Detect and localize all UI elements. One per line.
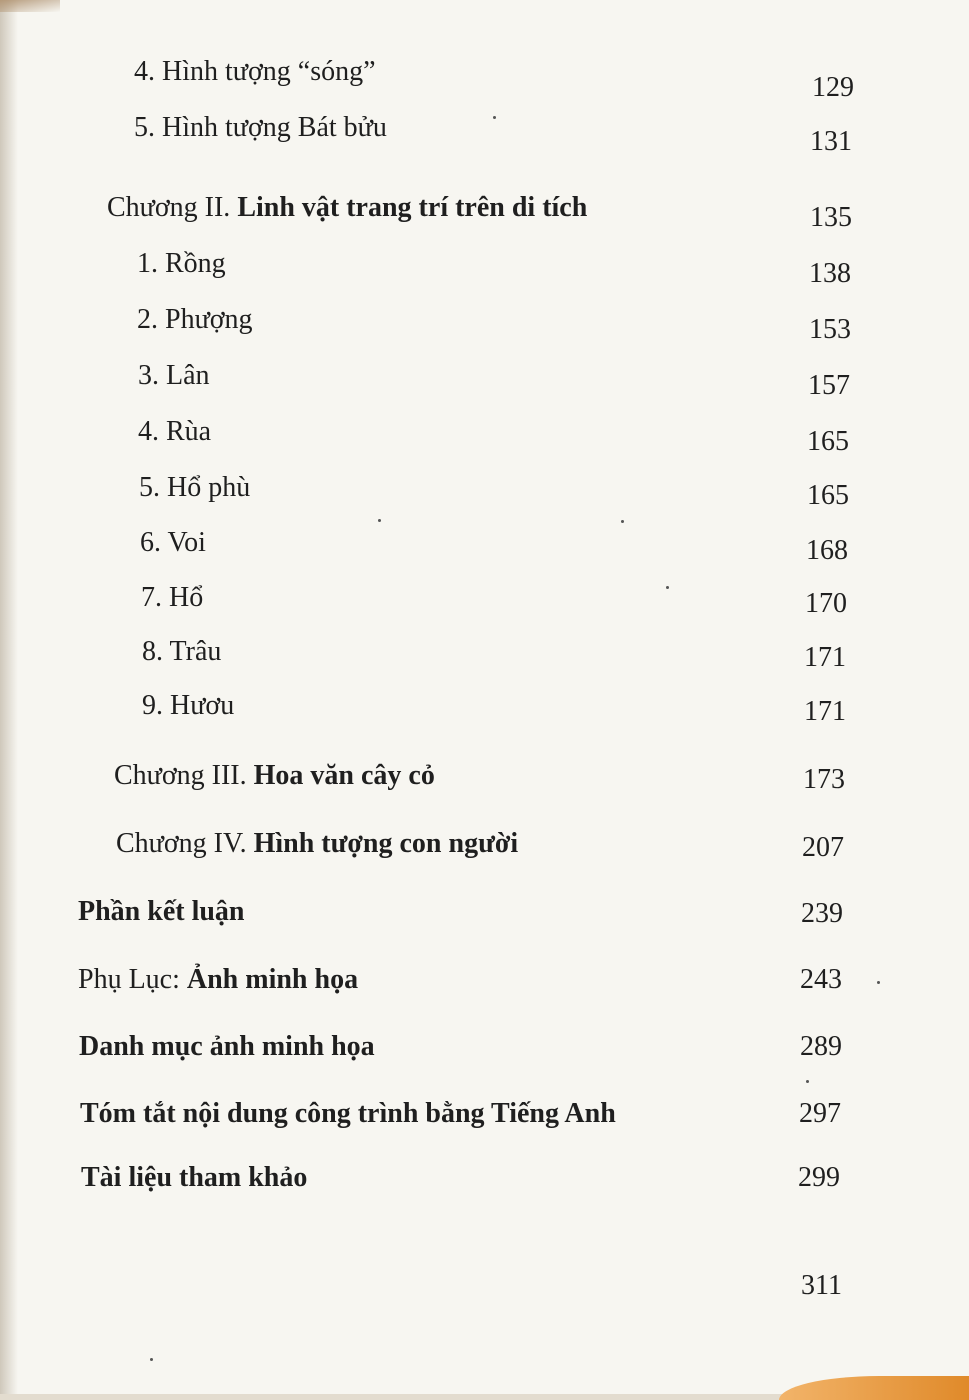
- chapter-prefix: Chương IV.: [116, 828, 254, 859]
- toc-entry-label: [78, 960, 358, 1000]
- toc-entry-label: 1. Rồng: [137, 248, 226, 279]
- toc-entry-page: 299: [798, 1162, 840, 1193]
- chapter-prefix: Chương II.: [107, 192, 238, 223]
- chapter-title: Hình tượng con người: [253, 828, 519, 859]
- toc-entry-ho-phu: [0, 468, 969, 511]
- toc-entry-ho: [0, 578, 969, 618]
- toc-entry-phan-ket-luan: [0, 892, 969, 932]
- toc-entry-label: [107, 188, 587, 228]
- chapter-title: Linh vật trang trí trên di tích: [237, 192, 588, 223]
- toc-entry-page: 165: [807, 480, 849, 511]
- toc-entry-label: Tài liệu tham khảo: [81, 1162, 308, 1193]
- toc-entry-label: [116, 824, 518, 864]
- toc-entry-tom-tat: [0, 1094, 969, 1134]
- toc-entry-voi: [0, 523, 969, 566]
- toc-entry-trau: [0, 632, 969, 672]
- toc-entry-label: 3. Lân: [138, 360, 210, 391]
- toc-entry-page: 168: [806, 535, 848, 566]
- toc-entry-danh-muc-anh: [0, 1027, 969, 1067]
- toc-entry-rua: [0, 412, 969, 457]
- toc-entry-label: 4. Rùa: [138, 416, 212, 447]
- print-speck: [378, 519, 381, 522]
- toc-entry-label: 5. Hổ phù: [139, 472, 251, 503]
- toc-entry-page: 153: [809, 314, 851, 345]
- toc-entry-page: 239: [801, 898, 843, 929]
- toc-entry-page: 138: [809, 258, 851, 289]
- toc-entry-chuong-3: [0, 756, 969, 796]
- chapter-title: Hoa văn cây cỏ: [253, 760, 435, 791]
- toc-entry-label: [114, 756, 435, 796]
- print-speck: [666, 586, 669, 589]
- print-speck: [493, 116, 496, 119]
- toc-entry-rong: [0, 244, 969, 289]
- print-speck: [806, 1080, 809, 1083]
- toc-entry-page: 207: [802, 832, 844, 863]
- toc-entry-chuong-4: [0, 824, 969, 864]
- toc-entry-lan: [0, 356, 969, 401]
- toc-entry-huou: [0, 686, 969, 726]
- page-number: 311: [801, 1270, 842, 1301]
- toc-entry-label: 8. Trâu: [142, 636, 222, 667]
- toc-entry-page: 243: [800, 964, 842, 995]
- toc-entry-label: 9. Hươu: [142, 690, 235, 721]
- toc-entry-page: 135: [810, 202, 852, 233]
- toc-entry-page: 171: [804, 642, 846, 673]
- page-corner: [0, 0, 60, 12]
- toc-entry-page: 131: [810, 126, 852, 157]
- toc-entry-page: 129: [812, 72, 854, 103]
- toc-entry-chuong-2: [0, 188, 969, 233]
- print-speck: [150, 1358, 153, 1361]
- toc-entry-page: 289: [800, 1031, 842, 1062]
- appendix-title: Ảnh minh họa: [186, 964, 359, 995]
- toc-entry-label: Danh mục ảnh minh họa: [79, 1031, 375, 1062]
- toc-entry-label: 2. Phượng: [137, 304, 253, 335]
- toc-entry-hinh-tuong-bat-buu: [0, 108, 969, 157]
- appendix-prefix: Phụ Lục:: [78, 964, 187, 995]
- toc-entry-label: 7. Hổ: [141, 582, 204, 613]
- toc-entry-label: Phần kết luận: [78, 896, 245, 927]
- toc-entry-page: 297: [799, 1098, 841, 1129]
- toc-entry-page: 170: [805, 588, 847, 619]
- toc-entry-phu-luc: [0, 960, 969, 1000]
- toc-entry-page: 157: [808, 370, 850, 401]
- toc-entry-label: Tóm tắt nội dung công trình bằng Tiếng Anh: [80, 1098, 616, 1129]
- print-speck: [621, 520, 624, 523]
- toc-entry-phuong: [0, 300, 969, 345]
- toc-entry-page: 171: [804, 696, 846, 727]
- cover-corner: [779, 1376, 969, 1400]
- toc-entry-hinh-tuong-song: [0, 52, 969, 103]
- toc-entry-page: 173: [803, 764, 845, 795]
- toc-entry-page: 165: [807, 426, 849, 457]
- print-speck: [877, 981, 880, 984]
- toc-entry-label: 5. Hình tượng Bát bửu: [134, 112, 387, 143]
- chapter-prefix: Chương III.: [114, 760, 254, 791]
- toc-entry-tai-lieu: [0, 1158, 969, 1198]
- toc-entry-label: 4. Hình tượng “sóng”: [134, 56, 376, 87]
- toc-entry-label: 6. Voi: [140, 527, 206, 558]
